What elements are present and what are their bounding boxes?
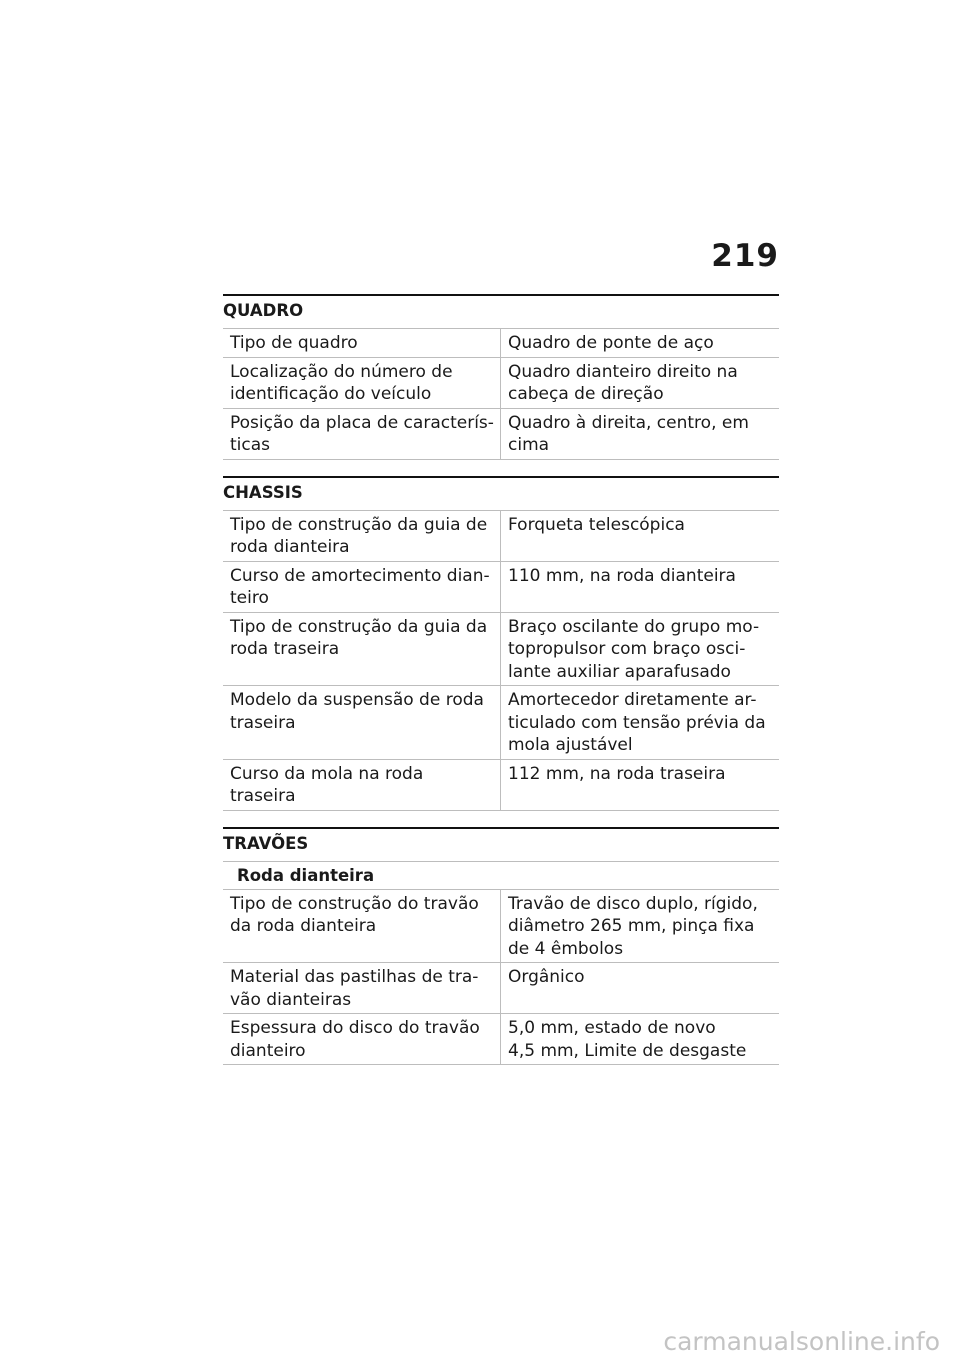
- spec-label: Curso de amortecimento dian-teiro: [223, 561, 501, 612]
- spec-value: Quadro de ponte de aço: [501, 329, 780, 357]
- spec-value: Quadro à direita, centro, em cima: [501, 408, 780, 459]
- spec-table: [223, 329, 779, 460]
- spec-value: Forqueta telescópica: [501, 511, 780, 562]
- spec-table: [223, 890, 779, 1066]
- page-number: 219: [711, 238, 779, 274]
- spec-content: [223, 294, 779, 1081]
- sub-heading: Roda dianteira: [223, 862, 779, 890]
- section-title: TRAVÕES: [223, 829, 779, 862]
- spec-value: Orgânico: [501, 963, 780, 1014]
- spec-label: Tipo de construção da guia da roda traseira: [223, 612, 501, 686]
- section-quadro: [223, 294, 779, 460]
- spec-row: [223, 612, 779, 686]
- spec-row: [223, 1014, 779, 1065]
- spec-value: 110 mm, na roda dianteira: [501, 561, 780, 612]
- spec-row: [223, 329, 779, 357]
- spec-value: 5,0 mm, estado de novo 4,5 mm, Limite de desgaste: [501, 1014, 780, 1065]
- section-title: QUADRO: [223, 296, 779, 329]
- spec-row: [223, 561, 779, 612]
- spec-label: Tipo de construção da guia de roda dianteira: [223, 511, 501, 562]
- spec-label: Tipo de quadro: [223, 329, 501, 357]
- spec-value: Braço oscilante do grupo mo-topropulsor com braço osci-lante auxiliar aparafusado: [501, 612, 780, 686]
- section-chassis: [223, 476, 779, 811]
- spec-row: [223, 759, 779, 810]
- spec-label: Curso da mola na roda traseira: [223, 759, 501, 810]
- spec-value: Amortecedor diretamente ar-ticulado com tensão prévia da mola ajustável: [501, 686, 780, 760]
- spec-label: Posição da placa de caracterís-ticas: [223, 408, 501, 459]
- section-travoes: [223, 827, 779, 1066]
- spec-label: Material das pastilhas de tra-vão dianteiras: [223, 963, 501, 1014]
- spec-value: Travão de disco duplo, rígido, diâmetro 265 mm, pinça fixa de 4 êmbolos: [501, 890, 780, 963]
- spec-label: Espessura do disco do travão dianteiro: [223, 1014, 501, 1065]
- spec-row: [223, 511, 779, 562]
- spec-value: 112 mm, na roda traseira: [501, 759, 780, 810]
- spec-value: Quadro dianteiro direito na cabeça de direção: [501, 357, 780, 408]
- spec-row: [223, 686, 779, 760]
- spec-row: [223, 408, 779, 459]
- watermark: carmanualsonline.info: [663, 1327, 940, 1356]
- spec-row: [223, 890, 779, 963]
- spec-row: [223, 357, 779, 408]
- spec-label: Tipo de construção do travão da roda dianteira: [223, 890, 501, 963]
- spec-row: [223, 963, 779, 1014]
- spec-table: [223, 511, 779, 811]
- section-title: CHASSIS: [223, 478, 779, 511]
- spec-label: Modelo da suspensão de roda traseira: [223, 686, 501, 760]
- spec-label: Localização do número de identificação do veículo: [223, 357, 501, 408]
